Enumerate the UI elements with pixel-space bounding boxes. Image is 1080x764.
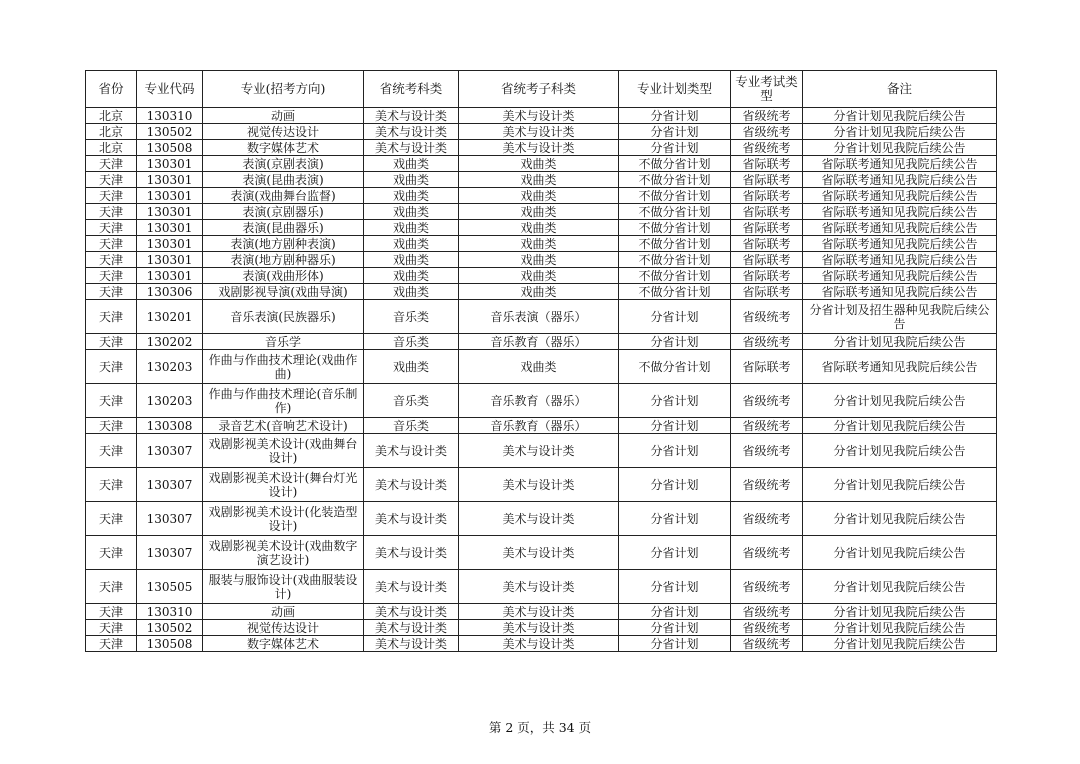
cell-major: 动画 (203, 108, 364, 124)
cell-plan-type: 不做分省计划 (619, 204, 731, 220)
cell-remarks: 省际联考通知见我院后续公告 (803, 204, 997, 220)
cell-major-code: 130201 (137, 300, 203, 334)
table-body (86, 108, 997, 652)
cell-plan-type: 分省计划 (619, 418, 731, 434)
cell-exam-type: 省际联考 (731, 350, 803, 384)
cell-exam-category: 美术与设计类 (364, 620, 459, 636)
cell-province: 天津 (86, 334, 137, 350)
cell-plan-type: 不做分省计划 (619, 220, 731, 236)
cell-exam-type: 省级统考 (731, 636, 803, 652)
cell-remarks: 分省计划见我院后续公告 (803, 502, 997, 536)
table-row (86, 188, 997, 204)
cell-plan-type: 不做分省计划 (619, 252, 731, 268)
cell-exam-category: 音乐类 (364, 300, 459, 334)
cell-exam-category: 戏曲类 (364, 172, 459, 188)
header-major: 专业(招考方向) (203, 71, 364, 108)
table-row (86, 124, 997, 140)
table-row (86, 434, 997, 468)
cell-exam-subcategory: 美术与设计类 (459, 434, 619, 468)
cell-major: 音乐表演(民族器乐) (203, 300, 364, 334)
cell-exam-subcategory: 美术与设计类 (459, 604, 619, 620)
cell-remarks: 分省计划见我院后续公告 (803, 636, 997, 652)
cell-plan-type: 不做分省计划 (619, 172, 731, 188)
cell-plan-type: 分省计划 (619, 468, 731, 502)
cell-remarks: 省际联考通知见我院后续公告 (803, 156, 997, 172)
cell-major-code: 130310 (137, 108, 203, 124)
cell-exam-type: 省际联考 (731, 284, 803, 300)
cell-remarks: 省际联考通知见我院后续公告 (803, 188, 997, 204)
cell-plan-type: 不做分省计划 (619, 236, 731, 252)
cell-exam-subcategory: 音乐表演（器乐） (459, 300, 619, 334)
cell-remarks: 分省计划及招生器种见我院后续公告 (803, 300, 997, 334)
cell-major-code: 130306 (137, 284, 203, 300)
cell-plan-type: 分省计划 (619, 300, 731, 334)
cell-exam-category: 戏曲类 (364, 252, 459, 268)
cell-exam-subcategory: 戏曲类 (459, 236, 619, 252)
cell-major-code: 130505 (137, 570, 203, 604)
cell-major: 音乐学 (203, 334, 364, 350)
cell-exam-category: 音乐类 (364, 384, 459, 418)
cell-province: 天津 (86, 434, 137, 468)
cell-major-code: 130310 (137, 604, 203, 620)
cell-plan-type: 不做分省计划 (619, 350, 731, 384)
cell-major: 表演(戏曲舞台监督) (203, 188, 364, 204)
cell-exam-subcategory: 戏曲类 (459, 204, 619, 220)
header-exam-type: 专业考试类型 (731, 71, 803, 108)
cell-exam-type: 省级统考 (731, 140, 803, 156)
cell-exam-subcategory: 音乐教育（器乐） (459, 418, 619, 434)
cell-plan-type: 分省计划 (619, 570, 731, 604)
cell-plan-type: 分省计划 (619, 604, 731, 620)
cell-province: 天津 (86, 620, 137, 636)
cell-major: 视觉传达设计 (203, 124, 364, 140)
cell-exam-category: 美术与设计类 (364, 108, 459, 124)
table-row (86, 236, 997, 252)
cell-major: 戏剧影视美术设计(化装造型设计) (203, 502, 364, 536)
table-header-row (86, 71, 997, 108)
cell-exam-type: 省级统考 (731, 570, 803, 604)
cell-plan-type: 不做分省计划 (619, 188, 731, 204)
cell-remarks: 分省计划见我院后续公告 (803, 418, 997, 434)
cell-remarks: 省际联考通知见我院后续公告 (803, 220, 997, 236)
cell-remarks: 分省计划见我院后续公告 (803, 536, 997, 570)
cell-province: 天津 (86, 220, 137, 236)
header-exam-subcategory: 省统考子科类 (459, 71, 619, 108)
cell-remarks: 分省计划见我院后续公告 (803, 384, 997, 418)
cell-exam-type: 省际联考 (731, 156, 803, 172)
cell-remarks: 省际联考通知见我院后续公告 (803, 284, 997, 300)
cell-major: 作曲与作曲技术理论(戏曲作曲) (203, 350, 364, 384)
cell-exam-type: 省际联考 (731, 220, 803, 236)
cell-exam-subcategory: 美术与设计类 (459, 620, 619, 636)
cell-exam-category: 美术与设计类 (364, 434, 459, 468)
cell-major: 戏剧影视美术设计(戏曲舞台设计) (203, 434, 364, 468)
table-row (86, 384, 997, 418)
cell-major: 表演(昆曲表演) (203, 172, 364, 188)
cell-exam-category: 戏曲类 (364, 188, 459, 204)
cell-exam-subcategory: 戏曲类 (459, 350, 619, 384)
table-row (86, 350, 997, 384)
table-row (86, 284, 997, 300)
cell-exam-subcategory: 美术与设计类 (459, 570, 619, 604)
cell-major: 数字媒体艺术 (203, 140, 364, 156)
cell-province: 天津 (86, 604, 137, 620)
cell-exam-category: 音乐类 (364, 418, 459, 434)
cell-major: 戏剧影视美术设计(舞台灯光设计) (203, 468, 364, 502)
cell-exam-subcategory: 美术与设计类 (459, 124, 619, 140)
cell-major-code: 130203 (137, 384, 203, 418)
cell-plan-type: 分省计划 (619, 636, 731, 652)
cell-exam-type: 省级统考 (731, 384, 803, 418)
table-row (86, 172, 997, 188)
table-row (86, 140, 997, 156)
cell-province: 天津 (86, 236, 137, 252)
cell-province: 天津 (86, 536, 137, 570)
cell-province: 北京 (86, 140, 137, 156)
cell-major-code: 130308 (137, 418, 203, 434)
cell-major-code: 130301 (137, 268, 203, 284)
cell-major: 表演(昆曲器乐) (203, 220, 364, 236)
cell-remarks: 省际联考通知见我院后续公告 (803, 350, 997, 384)
header-remarks: 备注 (803, 71, 997, 108)
cell-exam-subcategory: 美术与设计类 (459, 636, 619, 652)
cell-province: 天津 (86, 172, 137, 188)
cell-major: 服装与服饰设计(戏曲服装设计) (203, 570, 364, 604)
cell-major-code: 130301 (137, 236, 203, 252)
cell-major-code: 130301 (137, 156, 203, 172)
cell-province: 天津 (86, 284, 137, 300)
cell-exam-type: 省际联考 (731, 188, 803, 204)
cell-major-code: 130301 (137, 188, 203, 204)
cell-major: 表演(戏曲形体) (203, 268, 364, 284)
table-row (86, 418, 997, 434)
cell-exam-category: 美术与设计类 (364, 468, 459, 502)
cell-province: 天津 (86, 268, 137, 284)
cell-exam-subcategory: 戏曲类 (459, 188, 619, 204)
cell-exam-category: 美术与设计类 (364, 604, 459, 620)
table-row (86, 570, 997, 604)
cell-remarks: 省际联考通知见我院后续公告 (803, 252, 997, 268)
cell-major-code: 130301 (137, 252, 203, 268)
table-row (86, 604, 997, 620)
cell-exam-category: 音乐类 (364, 334, 459, 350)
cell-exam-category: 美术与设计类 (364, 636, 459, 652)
cell-remarks: 分省计划见我院后续公告 (803, 434, 997, 468)
cell-major-code: 130508 (137, 636, 203, 652)
table-row (86, 536, 997, 570)
cell-exam-subcategory: 戏曲类 (459, 156, 619, 172)
cell-major: 数字媒体艺术 (203, 636, 364, 652)
cell-exam-category: 戏曲类 (364, 350, 459, 384)
cell-remarks: 分省计划见我院后续公告 (803, 570, 997, 604)
cell-major-code: 130307 (137, 468, 203, 502)
cell-exam-subcategory: 音乐教育（器乐） (459, 334, 619, 350)
cell-major: 戏剧影视导演(戏曲导演) (203, 284, 364, 300)
cell-major: 表演(京剧表演) (203, 156, 364, 172)
cell-exam-type: 省级统考 (731, 604, 803, 620)
cell-major-code: 130301 (137, 220, 203, 236)
cell-exam-category: 戏曲类 (364, 220, 459, 236)
cell-exam-type: 省际联考 (731, 268, 803, 284)
cell-exam-type: 省级统考 (731, 468, 803, 502)
cell-province: 天津 (86, 204, 137, 220)
cell-remarks: 省际联考通知见我院后续公告 (803, 268, 997, 284)
cell-major: 作曲与作曲技术理论(音乐制作) (203, 384, 364, 418)
cell-province: 天津 (86, 300, 137, 334)
cell-exam-category: 美术与设计类 (364, 140, 459, 156)
cell-province: 天津 (86, 468, 137, 502)
cell-exam-type: 省级统考 (731, 124, 803, 140)
cell-exam-subcategory: 美术与设计类 (459, 108, 619, 124)
cell-remarks: 分省计划见我院后续公告 (803, 124, 997, 140)
cell-remarks: 省际联考通知见我院后续公告 (803, 236, 997, 252)
header-plan-type: 专业计划类型 (619, 71, 731, 108)
cell-exam-category: 美术与设计类 (364, 570, 459, 604)
table-row (86, 334, 997, 350)
cell-plan-type: 分省计划 (619, 140, 731, 156)
cell-remarks: 分省计划见我院后续公告 (803, 140, 997, 156)
cell-major: 表演(地方剧种器乐) (203, 252, 364, 268)
cell-major: 动画 (203, 604, 364, 620)
cell-exam-category: 美术与设计类 (364, 502, 459, 536)
cell-exam-type: 省级统考 (731, 620, 803, 636)
cell-plan-type: 分省计划 (619, 384, 731, 418)
table-row (86, 156, 997, 172)
cell-major: 表演(京剧器乐) (203, 204, 364, 220)
cell-major-code: 130502 (137, 124, 203, 140)
cell-province: 天津 (86, 384, 137, 418)
cell-exam-subcategory: 美术与设计类 (459, 468, 619, 502)
cell-plan-type: 分省计划 (619, 124, 731, 140)
cell-exam-type: 省级统考 (731, 434, 803, 468)
cell-major-code: 130307 (137, 502, 203, 536)
cell-remarks: 分省计划见我院后续公告 (803, 468, 997, 502)
cell-exam-type: 省级统考 (731, 502, 803, 536)
cell-major-code: 130307 (137, 536, 203, 570)
cell-major-code: 130301 (137, 172, 203, 188)
cell-province: 天津 (86, 252, 137, 268)
table-row (86, 468, 997, 502)
cell-exam-subcategory: 戏曲类 (459, 284, 619, 300)
cell-remarks: 分省计划见我院后续公告 (803, 108, 997, 124)
cell-exam-type: 省级统考 (731, 418, 803, 434)
cell-plan-type: 不做分省计划 (619, 268, 731, 284)
cell-remarks: 分省计划见我院后续公告 (803, 604, 997, 620)
cell-province: 天津 (86, 188, 137, 204)
cell-exam-subcategory: 戏曲类 (459, 172, 619, 188)
cell-exam-type: 省际联考 (731, 236, 803, 252)
cell-major: 录音艺术(音响艺术设计) (203, 418, 364, 434)
cell-province: 天津 (86, 636, 137, 652)
cell-province: 天津 (86, 502, 137, 536)
cell-plan-type: 分省计划 (619, 434, 731, 468)
cell-exam-category: 美术与设计类 (364, 124, 459, 140)
cell-major: 戏剧影视美术设计(戏曲数字演艺设计) (203, 536, 364, 570)
cell-exam-category: 戏曲类 (364, 268, 459, 284)
cell-exam-subcategory: 美术与设计类 (459, 536, 619, 570)
cell-major-code: 130203 (137, 350, 203, 384)
cell-province: 北京 (86, 108, 137, 124)
page-number: 第 2 页，共 34 页 (488, 720, 592, 735)
cell-plan-type: 分省计划 (619, 108, 731, 124)
header-exam-category: 省统考科类 (364, 71, 459, 108)
cell-major-code: 130202 (137, 334, 203, 350)
cell-remarks: 分省计划见我院后续公告 (803, 620, 997, 636)
cell-exam-type: 省际联考 (731, 172, 803, 188)
cell-major-code: 130301 (137, 204, 203, 220)
header-major-code: 专业代码 (137, 71, 203, 108)
cell-plan-type: 分省计划 (619, 620, 731, 636)
header-province: 省份 (86, 71, 137, 108)
cell-province: 天津 (86, 350, 137, 384)
table-row (86, 204, 997, 220)
table-row (86, 268, 997, 284)
cell-plan-type: 不做分省计划 (619, 284, 731, 300)
cell-exam-subcategory: 戏曲类 (459, 252, 619, 268)
cell-exam-type: 省级统考 (731, 108, 803, 124)
cell-plan-type: 不做分省计划 (619, 156, 731, 172)
cell-plan-type: 分省计划 (619, 334, 731, 350)
cell-exam-type: 省级统考 (731, 300, 803, 334)
table-row (86, 300, 997, 334)
table-row (86, 502, 997, 536)
table-row (86, 636, 997, 652)
table-row (86, 220, 997, 236)
cell-province: 天津 (86, 570, 137, 604)
cell-major-code: 130502 (137, 620, 203, 636)
cell-major: 表演(地方剧种表演) (203, 236, 364, 252)
cell-exam-type: 省际联考 (731, 204, 803, 220)
cell-remarks: 省际联考通知见我院后续公告 (803, 172, 997, 188)
cell-exam-category: 戏曲类 (364, 204, 459, 220)
cell-exam-category: 美术与设计类 (364, 536, 459, 570)
cell-exam-type: 省级统考 (731, 334, 803, 350)
cell-major: 视觉传达设计 (203, 620, 364, 636)
cell-province: 天津 (86, 156, 137, 172)
cell-exam-category: 戏曲类 (364, 156, 459, 172)
table-row (86, 108, 997, 124)
cell-major-code: 130508 (137, 140, 203, 156)
cell-plan-type: 分省计划 (619, 536, 731, 570)
cell-major-code: 130307 (137, 434, 203, 468)
cell-exam-subcategory: 音乐教育（器乐） (459, 384, 619, 418)
cell-plan-type: 分省计划 (619, 502, 731, 536)
cell-exam-category: 戏曲类 (364, 284, 459, 300)
cell-exam-subcategory: 美术与设计类 (459, 502, 619, 536)
cell-exam-subcategory: 美术与设计类 (459, 140, 619, 156)
table-row (86, 252, 997, 268)
cell-exam-type: 省级统考 (731, 536, 803, 570)
cell-exam-category: 戏曲类 (364, 236, 459, 252)
cell-exam-subcategory: 戏曲类 (459, 268, 619, 284)
cell-province: 北京 (86, 124, 137, 140)
cell-exam-subcategory: 戏曲类 (459, 220, 619, 236)
table-row (86, 620, 997, 636)
cell-exam-type: 省际联考 (731, 252, 803, 268)
cell-province: 天津 (86, 418, 137, 434)
admissions-table (85, 70, 997, 652)
cell-remarks: 分省计划见我院后续公告 (803, 334, 997, 350)
